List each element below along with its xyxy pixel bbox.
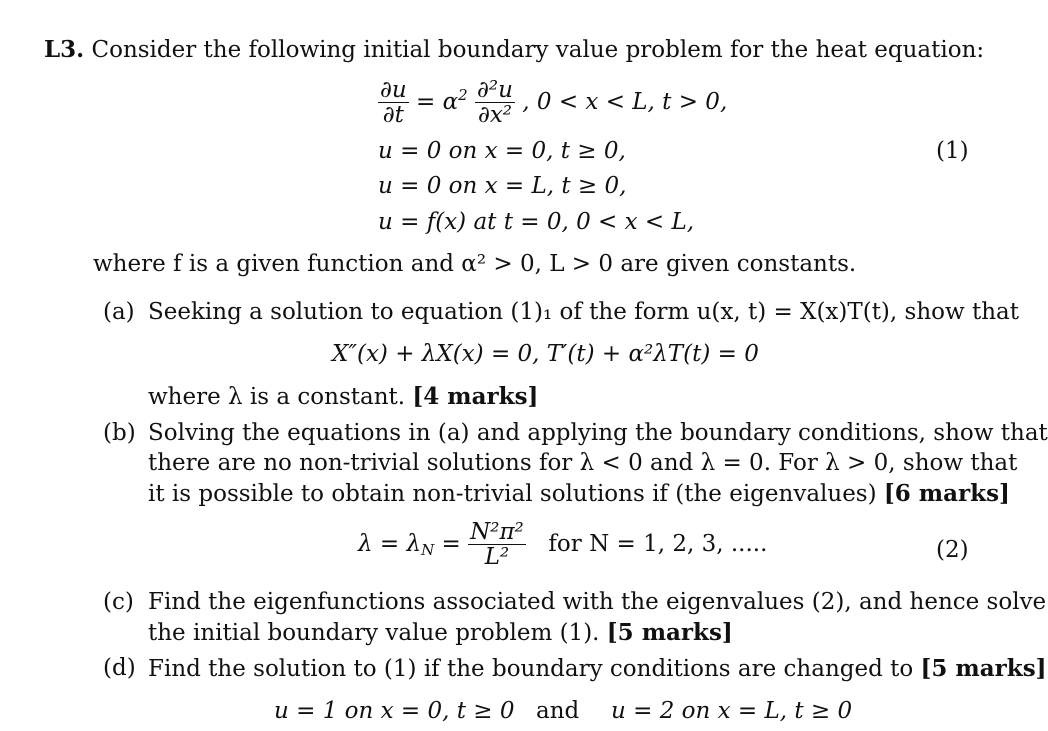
dx2-denominator: ∂x² [477,102,513,129]
part-a-marks: [4 marks] [412,383,539,410]
where-statement: where f is a given function and α² > 0, L > 0 are given constants. [93,251,857,277]
part-a-after [148,385,538,409]
part-a-text: Seeking a solution to equation (1)₁ of the form u(x, t) = X(x)T(t), show that [148,299,1020,325]
du-numerator: ∂u [380,77,407,103]
part-d-text: Find the solution to (1) if the boundary conditions are changed to [148,656,914,682]
part-a-equation: X″(x) + λX(x) = 0, T′(t) + α²λT(t) = 0 [332,341,759,367]
part-c-label: (c) [103,589,134,615]
alpha-coefficient: = $\alpha^2$ [416,86,468,116]
part-a-after-text: where λ is a constant. [148,384,406,410]
boundary-condition-1: u = 0 on x = 0, t ≥ 0, [378,138,626,164]
part-b-line-1: Solving the equations in (a) and applying the boundary conditions, show that [148,420,1048,446]
part-b-line-2: there are no non-trivial solutions for λ < 0 and λ = 0. For λ > 0, show that [148,450,1018,476]
du-dt-fraction [378,78,409,128]
boundary-condition-2: u = 0 on x = L, t ≥ 0, [378,173,627,199]
part-b-line-3 [148,482,1010,506]
part-d-marks: [5 marks] [920,655,1047,682]
part-d-bc-left: u = 1 on x = 0, t ≥ 0 [274,698,515,724]
part-c-line-2 [148,621,733,645]
equation-number-1: (1) [936,138,969,164]
part-d-and: and [536,698,580,724]
problem-header [44,38,984,62]
initial-condition: u = f(x) at t = 0, 0 < x < L, [378,209,695,235]
pde-domain: , 0 < x < L, t > 0, [522,89,728,116]
dt-denominator: ∂t [382,102,404,129]
part-a-label: (a) [103,299,135,325]
part-c-line-2-text: the initial boundary value problem (1). [148,620,600,646]
eigenvalue-fraction [468,520,526,570]
eigenvalue-numerator: N²π² [470,519,524,545]
eigenvalue-denominator: L² [484,544,510,571]
eigenvalue-equation [358,520,767,570]
eigenvalue-equals: = [441,531,461,558]
part-c-line-1: Find the eigenfunctions associated with the eigenvalues (2), and hence solve [148,589,1047,615]
part-d-line [148,657,1047,681]
d2u-numerator: ∂²u [477,77,513,103]
eigenvalue-range: for N = 1, 2, 3, ..... [548,531,768,558]
part-d-bc-right: u = 2 on x = L, t ≥ 0 [611,698,853,724]
part-b-marks: [6 marks] [883,480,1010,507]
part-b-label: (b) [103,420,136,446]
equation-number-2: (2) [936,537,969,563]
lambda-lhs: $\lambda = \lambda_N$ [358,531,435,560]
part-d-label: (d) [103,655,136,681]
part-b-line-3-text: it is possible to obtain non-trivial solutions if (the eigenvalues) [148,481,877,507]
part-c-marks: [5 marks] [606,619,733,646]
problem-intro: Consider the following initial boundary value problem for the heat equation: [91,37,985,63]
heat-equation [378,78,727,128]
problem-label: L3. [44,36,85,63]
d2u-dx2-fraction [475,78,515,128]
